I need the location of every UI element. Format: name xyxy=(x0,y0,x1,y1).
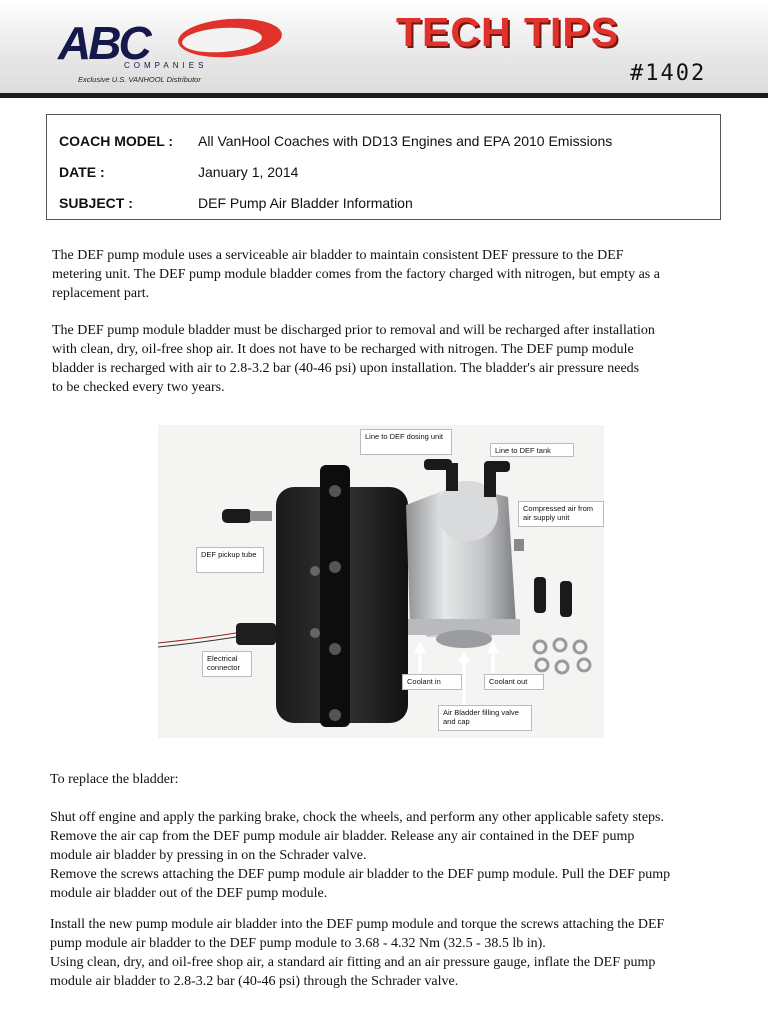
text-line: Using clean, dry, and oil-free shop air, a standard air fitting and an air pressure gauge, inflate the DEF pump xyxy=(50,955,656,970)
logo-text: ABC xyxy=(58,17,149,69)
text-line: The DEF pump module bladder must be discharged prior to removal and will be recharged after installation xyxy=(52,323,655,338)
subject-value: DEF Pump Air Bladder Information xyxy=(198,195,413,211)
info-box xyxy=(46,114,721,220)
text-line: Remove the air cap from the DEF pump module air bladder. Release any air contained in the DEF pump xyxy=(50,829,635,844)
def-pump-module-photo xyxy=(158,425,604,738)
text-line: The DEF pump module uses a serviceable air bladder to maintain consistent DEF pressure to the DEF xyxy=(52,248,624,263)
logo-tagline: Exclusive U.S. VANHOOL Distributor xyxy=(78,75,201,84)
text-line: module air bladder to 2.8-3.2 bar (40-46 psi) through the Schrader valve. xyxy=(50,974,459,989)
intro-paragraph-1 xyxy=(52,246,722,303)
callout-coolant-out: Coolant out xyxy=(484,674,544,690)
logo-subtext: COMPANIES xyxy=(124,61,208,70)
text-line: Install the new pump module air bladder into the DEF pump module and torque the screws attaching the DEF xyxy=(50,917,665,932)
procedure-step-2 xyxy=(50,915,720,991)
callout-compressed-air: Compressed air from air supply unit xyxy=(518,501,604,527)
text-line: module air bladder by pressing in on the Schrader valve. xyxy=(50,848,367,863)
procedure-heading: To replace the bladder: xyxy=(50,772,179,787)
abc-companies-logo xyxy=(50,8,290,90)
def-pump-module-illustration xyxy=(158,425,604,738)
coach-model-label: COACH MODEL : xyxy=(59,133,174,149)
date-row xyxy=(47,164,720,186)
text-line: to be checked every two years. xyxy=(52,380,225,395)
text-line: replacement part. xyxy=(52,286,150,301)
text-line: module air bladder out of the DEF pump module. xyxy=(50,886,328,901)
intro-paragraph-2 xyxy=(52,321,722,397)
text-line: pump module air bladder to the DEF pump module to 3.68 - 4.32 Nm (32.5 - 38.5 lb in). xyxy=(50,936,546,951)
text-line: bladder is recharged with air to 2.8-3.2 bar (40-46 psi) upon installation. The bladder's air pressure needs xyxy=(52,361,640,376)
page-header xyxy=(0,0,768,93)
coach-model-row xyxy=(47,133,720,155)
callout-dosing-line: Line to DEF dosing unit xyxy=(360,429,452,455)
date-value: January 1, 2014 xyxy=(198,164,299,180)
header-divider xyxy=(0,93,768,98)
text-line: with clean, dry, oil-free shop air. It does not have to be recharged with nitrogen. The DEF pump module xyxy=(52,342,634,357)
callout-coolant-in: Coolant in xyxy=(402,674,462,690)
text-line: Shut off engine and apply the parking brake, chock the wheels, and perform any other applicable safety steps. xyxy=(50,810,664,825)
callout-electrical-connector: Electrical connector xyxy=(202,651,252,677)
subject-label: SUBJECT : xyxy=(59,195,133,211)
callout-bladder-valve: Air Bladder filling valve and cap xyxy=(438,705,532,731)
callout-pickup-tube: DEF pickup tube xyxy=(196,547,264,573)
text-line: metering unit. The DEF pump module bladder comes from the factory charged with nitrogen, but empty as a xyxy=(52,267,660,282)
tech-tips-title: TECH TIPS xyxy=(396,9,620,55)
date-label: DATE : xyxy=(59,164,105,180)
callout-tank-line: Line to DEF tank xyxy=(490,443,574,457)
subject-row xyxy=(47,195,720,217)
tip-number: #1402 xyxy=(630,61,707,86)
procedure-step-1 xyxy=(50,808,720,903)
coach-model-value: All VanHool Coaches with DD13 Engines and EPA 2010 Emissions xyxy=(198,133,613,149)
text-line: Remove the screws attaching the DEF pump module air bladder to the DEF pump module. Pull the DEF pump xyxy=(50,867,671,882)
